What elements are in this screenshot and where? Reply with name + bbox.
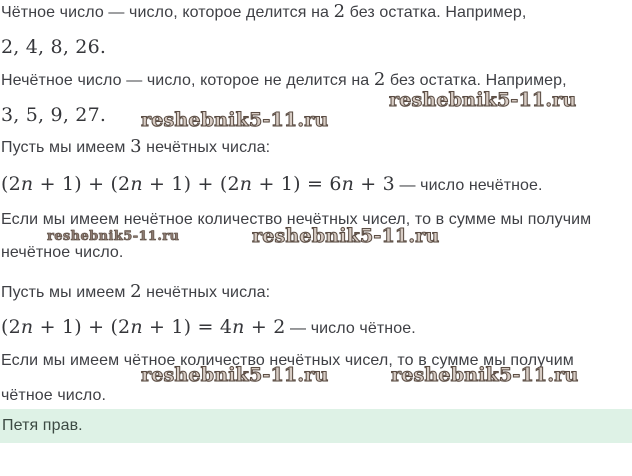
formula-comment: — число чётное.: [285, 320, 416, 337]
math-number: 2: [373, 69, 386, 90]
text-segment: нечётных числа:: [141, 139, 271, 156]
formula-sum-three-odds: [1, 171, 543, 199]
text-case-three-odds: [1, 137, 270, 158]
formula-comment: — число нечётное.: [394, 177, 543, 194]
conclusion-text: Петя прав.: [2, 417, 83, 434]
text-rule-even-count-line1: Если мы имеем чётное количество нечётных чисел, то в сумме мы получим: [1, 352, 574, 369]
watermark-site-logo: reshebnik5-11.ru: [141, 364, 329, 386]
text-rule-even-count-line2: чётное число.: [1, 387, 107, 404]
watermark-site-logo: reshebnik5-11.ru: [141, 109, 329, 131]
watermark-site-logo: reshebnik5-11.ru: [252, 225, 440, 247]
text-rule-odd-count-line2: нечётное число.: [1, 244, 124, 261]
watermark-site-logo: reshebnik5-11.ru: [391, 364, 579, 386]
math-even-examples: 2, 4, 8, 26.: [1, 36, 107, 58]
text-rule-odd-count-line1: Если мы имеем нечётное количество нечётных чисел, то в сумме мы получим: [1, 211, 592, 228]
text-segment: без остатка. Например,: [345, 4, 527, 21]
text-segment: Нечётное число — число, которое не делится на: [1, 72, 374, 89]
text-odd-definition: [1, 70, 567, 91]
math-odd-examples: 3, 5, 9, 27.: [1, 104, 107, 126]
text-segment: Пусть мы имеем: [1, 139, 131, 156]
text-segment: нечётных числа:: [141, 284, 271, 301]
watermark-site-logo: reshebnik5-11.ru: [389, 89, 577, 111]
math-number: 3: [130, 136, 142, 157]
conclusion-highlight: [0, 409, 632, 443]
text-even-definition: [1, 2, 526, 23]
text-segment: без остатка. Например,: [385, 72, 567, 89]
math-number: 2: [333, 1, 346, 22]
formula: (2n + 1) + (2n + 1) + (2n + 1) = 6n + 3: [1, 173, 395, 195]
watermark-site-logo: reshebnik5-11.ru: [47, 229, 180, 244]
text-case-two-odds: [1, 282, 270, 303]
formula-sum-two-odds: [1, 314, 416, 342]
formula: (2n + 1) + (2n + 1) = 4n + 2: [1, 316, 286, 338]
text-segment: Пусть мы имеем: [1, 284, 131, 301]
text-segment: Чётное число — число, которое делится на: [1, 4, 334, 21]
math-number: 2: [130, 281, 142, 302]
